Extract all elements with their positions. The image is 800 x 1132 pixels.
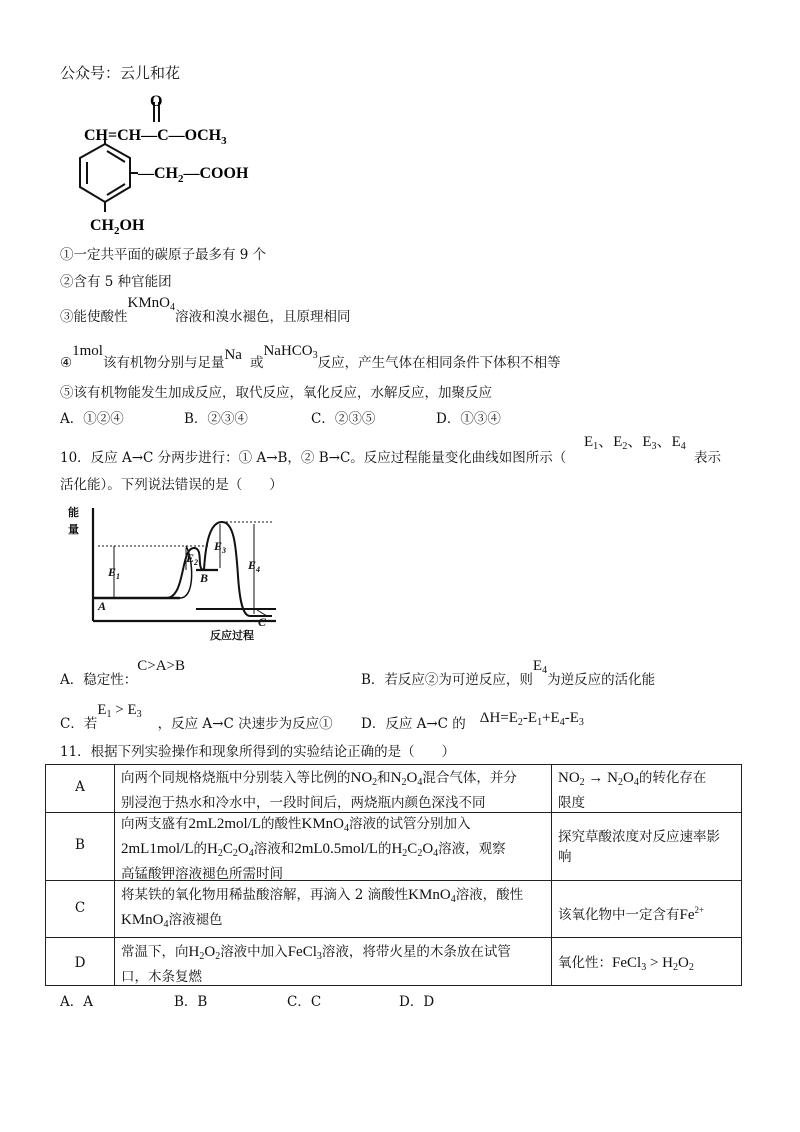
q11-stem: 11．根据下列实验操作和现象所得到的实验结论正确的是（ ）	[60, 744, 456, 760]
table-row-a-operation: 向两个同规格烧瓶中分别装入等比例的$NO_2$和$N_2O_4$混合气体，并分 别浸泡于热水和冷水中，一段时间后，两烧瓶内颜色深浅不同	[121, 770, 517, 811]
q9-option-b[interactable]: B．②③④	[184, 411, 248, 427]
q10-option-a[interactable]: A．稳定性：C>A>B	[60, 658, 186, 688]
q9-option-c[interactable]: C．②③⑤	[311, 411, 376, 427]
carbonyl-oxygen: O	[150, 93, 163, 110]
table-row-c-conclusion: 该氧化物中一定含有$Fe^{2+}$	[558, 905, 705, 923]
q11-table	[45, 764, 742, 986]
table-row-d-operation: 常温下，向$H_2O_2$溶液中加入FeCl$_3$溶液，将带火星的木条放在试管 口，木条复燃	[121, 944, 511, 985]
q9-statement-4: ④1mol该有机物分别与足量Na 或NaHCO$_3$反应，产生气体在相同条件下体积不相等	[60, 343, 561, 371]
table-row-a-conclusion: $NO_2 \to N_2O_4$的转化存在 限度	[558, 770, 707, 811]
q11-option-a[interactable]: A．A	[60, 994, 93, 1010]
q10-stem-tail: 表示	[694, 450, 721, 466]
q9-option-d[interactable]: D．①③④	[436, 411, 501, 427]
q10-option-d[interactable]: D．反应 A→C 的 $\Delta H=E_2-E_1+E_4-E_3$	[361, 710, 584, 732]
table-row-b-conclusion: 探究草酸浓度对反应速率影 响	[558, 829, 720, 865]
x-axis-label: 反应过程	[210, 629, 254, 641]
header-text: 公众号：云儿和花	[60, 64, 181, 82]
q10-option-b[interactable]: B．若反应②为可逆反应，则$E_4$为逆反应的活化能	[361, 658, 656, 688]
table-row-a-label: A	[75, 779, 85, 795]
q9-statement-3: ③能使酸性KMnO$_4$溶液和溴水褪色，且原理相同	[60, 295, 351, 325]
label-e4: $E_4$	[248, 558, 261, 574]
q11-option-c[interactable]: C．C	[287, 994, 322, 1010]
hydroxymethyl-group: $CH_2OH$	[90, 217, 145, 237]
q10-activation-energies: $E_1$、$E_2$、$E_3$、$E_4$	[584, 434, 686, 452]
q10-stem-line1: 10．反应 A→C 分两步进行：① A→B，② B→C。反应过程能量变化曲线如图所示（	[60, 450, 567, 466]
energy-diagram	[68, 506, 283, 641]
q9-statement-2: ②含有 5 种官能团	[60, 274, 172, 290]
label-c: C	[258, 615, 267, 629]
q9-statement-5: ⑤该有机物能发生加成反应，取代反应，氧化反应，水解反应，加聚反应	[60, 385, 492, 401]
label-b: B	[200, 571, 209, 585]
top-ester-group: $CH=CH—C—OCH_3$	[84, 127, 227, 147]
table-row-d-conclusion: 氧化性：FeCl$_3$ > $H_2O_2$	[558, 955, 694, 973]
table-row-b-operation: 向两支盛有2mL2mol/L的酸性KMnO$_4$溶液的试管分别加入 2mL1mol/L的$H_2C_2O_4$溶液和2mL0.5mol/L的$H_2C_2O_4$溶液，观察 高锰酸钾溶液褪色所需时间	[121, 816, 506, 882]
q10-stem-line2: 活化能）。下列说法错误的是（ ）	[60, 477, 283, 493]
q9-statement-1: ①一定共平面的碳原子最多有 9 个	[60, 247, 267, 263]
q11-option-b[interactable]: B．B	[174, 994, 208, 1010]
y-axis-label-2: 量	[68, 523, 79, 536]
table-row-c-label: C	[74, 900, 86, 916]
structural-formula	[60, 92, 260, 242]
y-axis-label-1: 能	[68, 506, 79, 519]
q10-option-c[interactable]: C．若$E_1 > E_3$，反应 A→C 决速步为反应①	[60, 702, 333, 732]
label-e1: $E_1$	[108, 565, 121, 581]
side-chain-group: $—CH_2—COOH$	[138, 165, 249, 185]
q11-option-d[interactable]: D．D	[399, 994, 435, 1010]
label-e2: $E_2$	[186, 551, 199, 567]
table-row-b-label: B	[75, 837, 85, 853]
label-e3: $E_3$	[214, 539, 227, 555]
label-a: A	[98, 599, 107, 613]
table-row-c-operation: 将某铁的氧化物用稀盐酸溶解，再滴入 2 滴酸性KMnO$_4$溶液，酸性 KMnO$_4$溶液褪色	[121, 887, 524, 930]
table-row-d-label: D	[74, 955, 86, 971]
q9-option-a[interactable]: A．①②④	[60, 411, 124, 427]
